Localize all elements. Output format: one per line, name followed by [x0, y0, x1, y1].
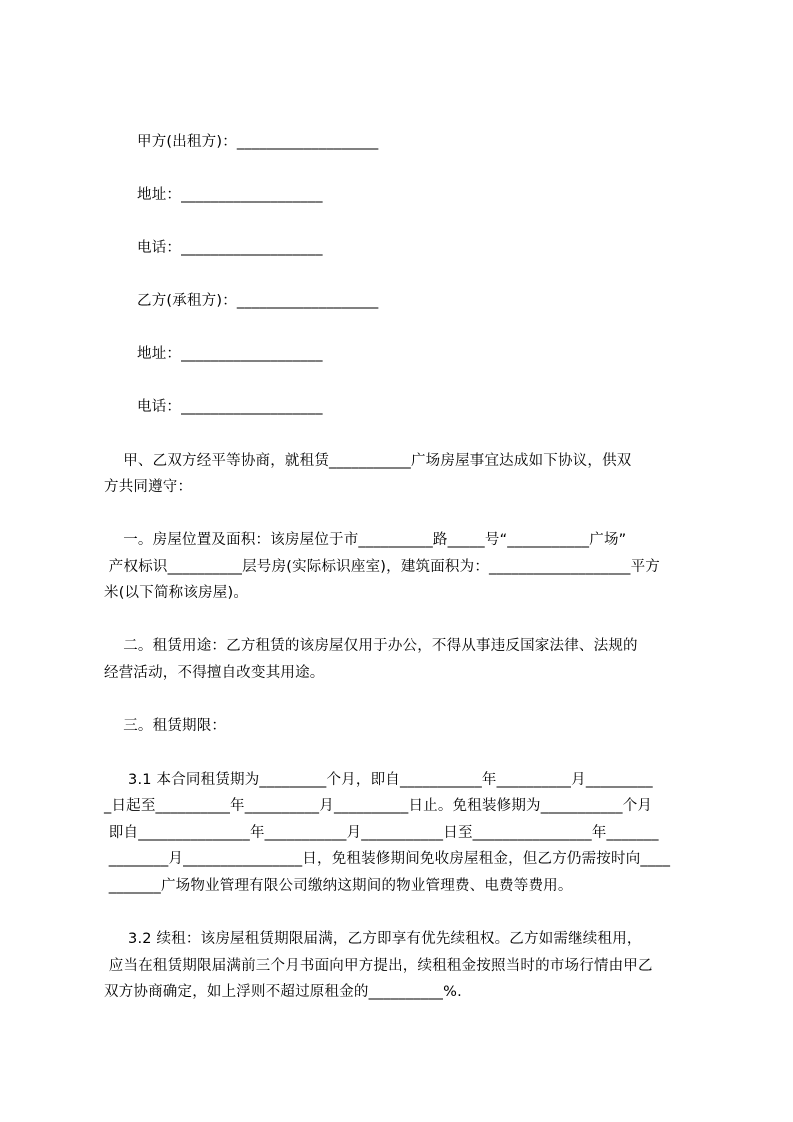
clause-3-1-line-5: _______广场物业管理有限公司缴纳这期间的物业管理费、电费等费用。 [104, 878, 573, 894]
clause-2-line-2: 经营活动，不得擅自改变其用途。 [104, 665, 325, 681]
clause-2-line-1: 二。租赁用途：乙方租赁的该房屋仅用于办公，不得从事违反国家法律、法规的 [104, 638, 638, 654]
intro-line-1: 甲、乙双方经平等协商，就租赁___________广场房屋事宜达成如下协议，供双 [104, 453, 632, 469]
party-a-address: 地址：___________________ [137, 187, 323, 203]
clause-1-line-2: 产权标识__________层号房(实际标识座室)，建筑面积为：___________________平方 [104, 559, 660, 575]
party-a-title: 甲方(出租方)：___________________ [137, 134, 379, 150]
clause-3-2-line-2: 应当在租赁期限届满前三个月书面向甲方提出，续租租金按照当时的市场行情由甲乙 [104, 958, 653, 974]
party-b-phone: 电话：___________________ [137, 399, 323, 415]
intro-line-2: 方共同遵守： [104, 479, 193, 495]
clause-3-2-line-3: 双方协商确定，如上浮则不超过原租金的__________%. [104, 984, 462, 1000]
party-a-phone: 电话：___________________ [137, 240, 323, 256]
clause-3-2-line-1: 3.2 续租：该房屋租赁期限届满，乙方即享有优先续租权。乙方如需继续租用， [104, 931, 642, 947]
party-b-address: 地址：___________________ [137, 346, 323, 362]
clause-3-1-line-4: ________月________________日，免租装修期间免收房屋租金，但乙方仍需按时向____ [104, 851, 671, 867]
clause-3-title: 三。租赁期限： [104, 718, 227, 734]
clause-3-1-line-2: _日起至__________年__________月__________日止。免租装修期为___________个月 [104, 798, 653, 814]
clause-1-line-3: 米(以下简称该房屋)。 [104, 585, 249, 601]
clause-3-1-line-1: 3.1 本合同租赁期为_________个月，即自___________年__________月_________ [104, 772, 653, 788]
clause-3-1-line-3: 即自_______________年___________月___________日至________________年_______ [104, 825, 659, 841]
clause-1-line-1: 一。房屋位置及面积：该房屋位于市__________路_____号“___________广场” [104, 532, 627, 548]
party-b-title: 乙方(承租方)：___________________ [137, 293, 379, 309]
